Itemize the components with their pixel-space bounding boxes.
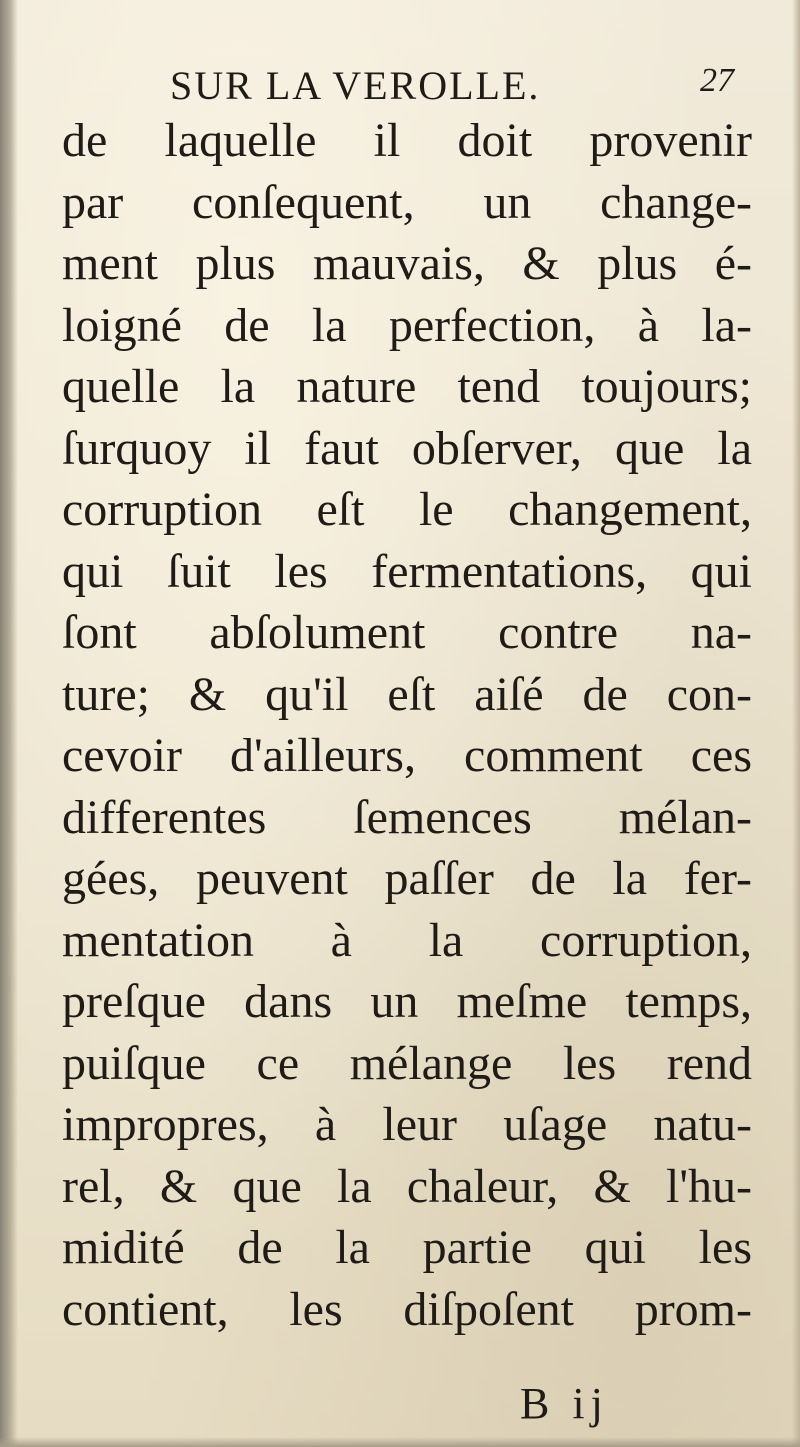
page-bottom-edge <box>0 1437 800 1447</box>
text-line: ſurquoy il faut obſerver, que la <box>62 421 752 475</box>
text-line: loigné de la perfection, à la- <box>62 298 752 352</box>
text-line: gées, peuvent paſſer de la fer- <box>62 852 752 905</box>
text-line: quelle la nature tend toujours; <box>62 360 752 413</box>
page-number: 27 <box>700 62 734 99</box>
signature-mark: B ij <box>520 1379 609 1428</box>
text-line: contient, les diſpoſent prom- <box>62 1282 752 1336</box>
text-line: impropres, à leur uſage natu- <box>62 1098 752 1151</box>
text-line: mentation à la corruption, <box>62 913 752 967</box>
body-text <box>62 110 752 1340</box>
text-line: ture; & qu'il eſt aiſé de con- <box>62 667 752 721</box>
text-line: preſque dans un meſme temps, <box>62 975 752 1028</box>
text-line: differentes ſemences mélan- <box>62 790 752 844</box>
text-line: puiſque ce mélange les rend <box>62 1036 752 1090</box>
running-head: SUR LA VEROLLE. <box>170 63 541 108</box>
text-line: corruption eſt le changement, <box>62 483 752 536</box>
text-line: ſont abſolument contre na- <box>62 606 752 659</box>
text-line: midité de la partie qui les <box>62 1221 752 1274</box>
binding-gutter <box>0 0 18 1447</box>
text-line: cevoir d'ailleurs, comment ces <box>62 729 752 782</box>
text-line: de laquelle il doit provenir <box>62 114 752 167</box>
page-right-edge <box>792 0 800 1447</box>
text-line: ment plus mauvais, & plus é- <box>62 237 752 290</box>
text-line: rel, & que la chaleur, & l'hu- <box>62 1159 752 1213</box>
text-line: par conſequent, un change- <box>62 175 752 229</box>
text-line: qui ſuit les fermentations, qui <box>62 544 752 598</box>
